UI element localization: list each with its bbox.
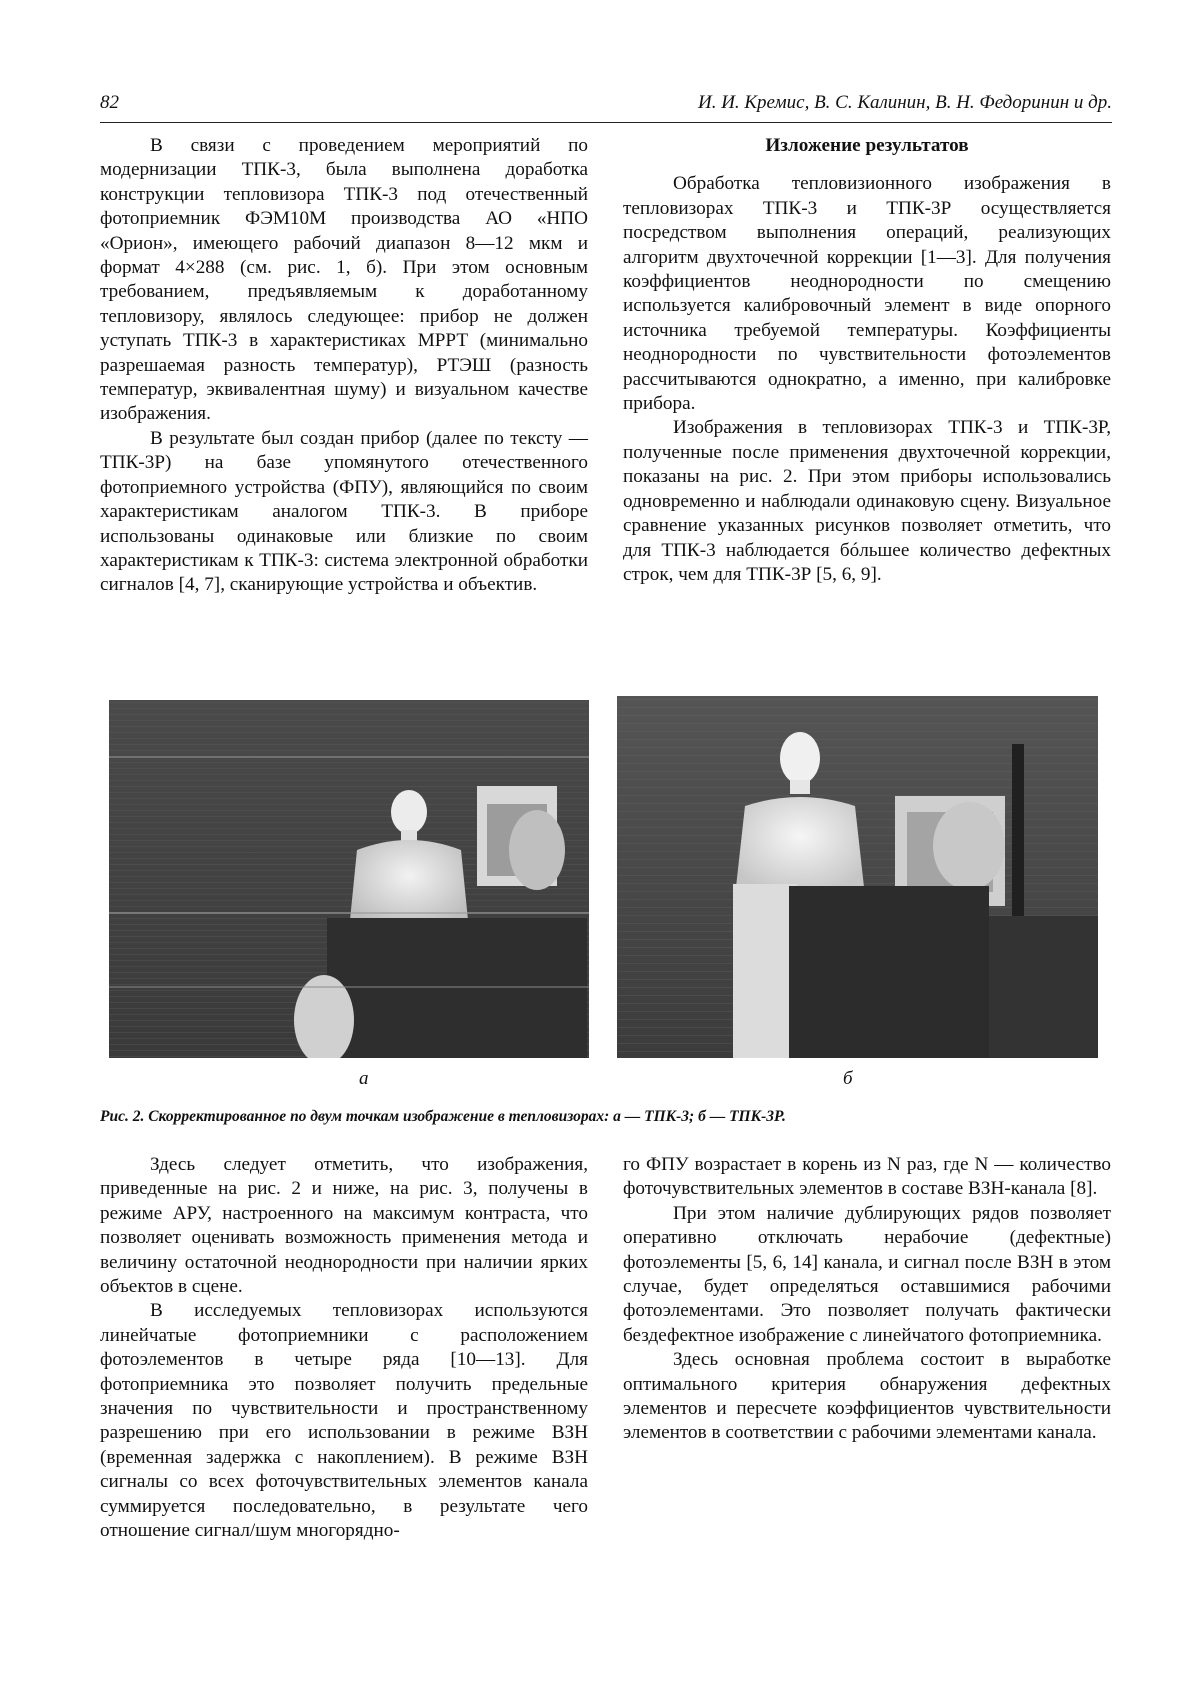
paragraph: Обработка тепловизионного изображения в тепловизорах ТПК-3 и ТПК-3Р осуществляется посредством выполнения операций, реализующих алгоритм двухточечной коррекции [1—3]. Для получения коэффициентов неоднородности по смещению используется калибровочный элемент в виде опорного источника требуемой температуры. Коэффициенты неоднородности по чувствительности фотоэлементов рассчитываются однократно, а именно, при калибровке прибора. [623, 173, 1111, 415]
figure-caption: Рис. 2. Скорректированное по двум точкам изображение в тепловизорах: а — ТПК-3; б — ТПК-3Р. [100, 1108, 786, 1125]
figure-label-a: а [359, 1068, 369, 1089]
paragraph: В исследуемых тепловизорах используются линейчатые фотоприемники с расположением фотоэлементов в четыре ряда [10—13]. Для фотоприемника это позволяет получить предельные значения по чувствительности и пространственному разрешению при его использовании в режиме ВЗН (временная задержка с накоплением). В режиме ВЗН сигналы со всех фоточувствительных элементов канала суммируется последовательно, в результате чего отношение сигнал/шум многорядно- [100, 1300, 588, 1542]
section-heading: Изложение результатов [765, 135, 969, 156]
paragraph: Здесь основная проблема состоит в выработке оптимального критерия обнаружения дефектных элементов и пересчете коэффициентов чувствительности элементов в соответствии с рабочими элементами канала. [623, 1349, 1111, 1444]
thermal-image-b-drawing [617, 696, 1098, 1058]
column-bottom-right [623, 1153, 1111, 1446]
column-top-right [623, 134, 1111, 587]
thermal-image-a-drawing [109, 700, 589, 1058]
column-bottom-left [100, 1153, 588, 1544]
header-authors: И. И. Кремис, В. С. Калинин, В. Н. Федоринин и др. [697, 92, 1112, 113]
running-header [100, 92, 1112, 123]
paragraph: Здесь следует отметить, что изображения, приведенные на рис. 2 и ниже, на рис. 3, получены в режиме АРУ, настроенного на максимум контраста, что позволяет оценивать возможность применения метода и величину остаточной неоднородности при наличии ярких объектов в сцене. [100, 1154, 588, 1298]
thermal-image-a [109, 700, 589, 1058]
page-number: 82 [100, 92, 119, 113]
paragraph: го ФПУ возрастает в корень из N раз, где N — количество фоточувствительных элементов в составе ВЗН-канала [8]. [623, 1154, 1111, 1200]
paragraph: В результате был создан прибор (далее по тексту — ТПК-3Р) на базе упомянутого отечественного фотоприемного устройства (ФПУ), являющийся по своим характеристикам аналогом ТПК-3. В приборе использованы одинаковые или близкие по своим характеристикам к ТПК-3: система электронной обработки сигналов [4, 7], сканирующие устройства и объектив. [100, 427, 588, 596]
column-top-left [100, 134, 588, 598]
paragraph: Изображения в тепловизорах ТПК-3 и ТПК-3Р, полученные после применения двухточечной коррекции, показаны на рис. 2. При этом приборы использовались одновременно и наблюдали одинаковую сцену. Визуальное сравнение указанных рисунков позволяет отметить, что для ТПК-3 наблюдается бóльшее количество дефектных строк, чем для ТПК-3Р [5, 6, 9]. [623, 417, 1111, 585]
paragraph: При этом наличие дублирующих рядов позволяет оперативно отключать нерабочие (дефектные) фотоэлементы [5, 6, 14] канала, и сигнал после ВЗН в этом случае, будет определяться оставшимися рабочими фотоэлементами. Это позволяет получать фактически бездефектное изображение с линейчатого фотоприемника. [623, 1202, 1111, 1346]
thermal-image-b [617, 696, 1098, 1058]
figure-label-b: б [843, 1068, 853, 1089]
paragraph: В связи с проведением мероприятий по модернизации ТПК-3, была выполнена доработка конструкции тепловизора ТПК-3 под отечественный фотоприемник ФЭМ10М производства АО «НПО «Орион», имеющего рабочий диапазон 8—12 мкм и формат 4×288 (см. рис. 1, б). При этом основным требованием, предъявляемым к доработанному тепловизору, являлось следующее: прибор не должен уступать ТПК-3 в характеристиках МРРТ (минимально разрешаемая разность температур), РТЭШ (разность температур, эквивалентная шуму) и визуальном качестве изображения. [100, 135, 588, 425]
